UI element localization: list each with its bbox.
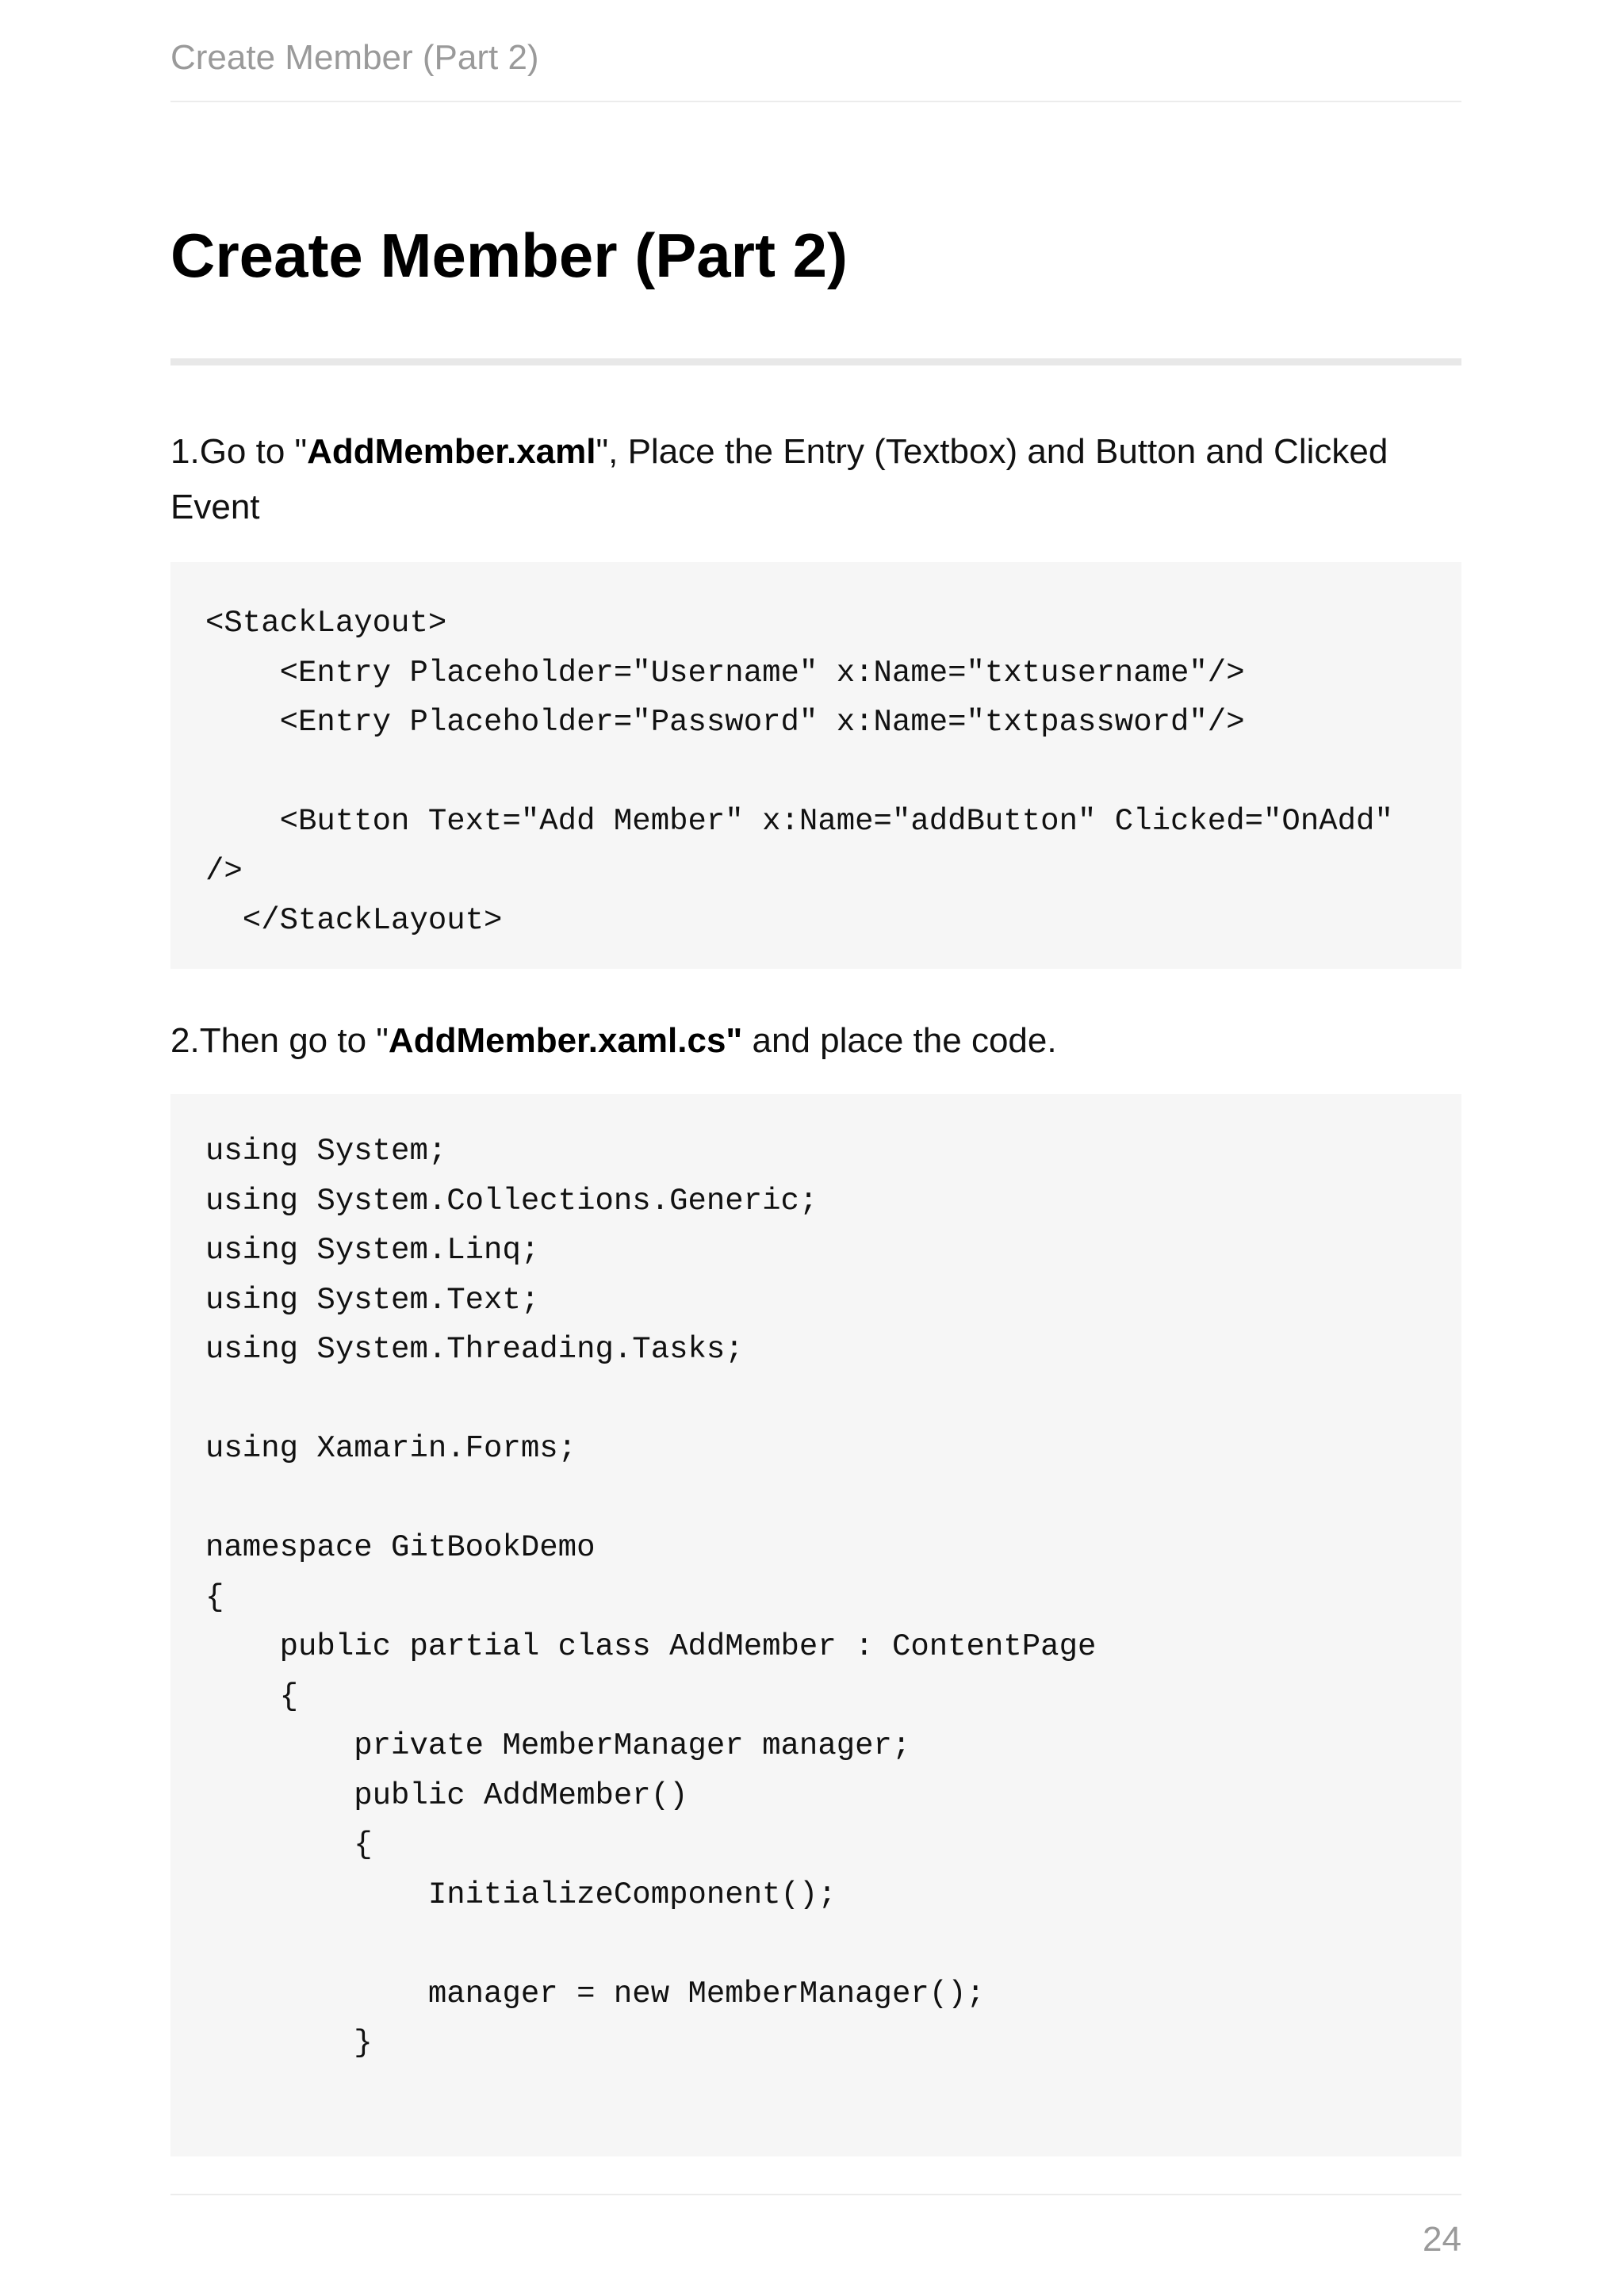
step-2-instruction <box>170 1013 1461 1069</box>
step-2-prefix: 2.Then go to " <box>170 1021 389 1060</box>
step-1-instruction <box>170 424 1461 535</box>
page-number: 24 <box>1423 2220 1461 2259</box>
footer-divider <box>170 2194 1461 2195</box>
step-1-filename: AddMember.xaml <box>307 432 596 471</box>
running-header: Create Member (Part 2) <box>170 38 539 77</box>
step-1-prefix: 1.Go to " <box>170 432 308 471</box>
xaml-code-block <box>170 562 1461 969</box>
page-title: Create Member (Part 2) <box>170 220 848 290</box>
step-2-filename: AddMember.xaml.cs" <box>388 1021 743 1060</box>
step-2-suffix: and place the code. <box>742 1021 1057 1060</box>
csharp-code: using System; using System.Collections.Generic; using System.Linq; using System.Text; using System.Threading.Tasks; using Xamarin.Forms; namespace GitBookDemo { public partial class AddMember : ContentPage { private MemberManager manager; public AddMember() { InitializeComponent(); manager = new MemberManager(); } <box>205 1134 1097 2061</box>
header-divider <box>170 101 1461 102</box>
step-1-suffix: ", Place the Entry (Textbox) and Button and Clicked Event <box>170 432 1388 526</box>
csharp-code-block <box>170 1094 1461 2156</box>
xaml-code: <StackLayout> <Entry Placeholder="Username" x:Name="txtusername"/> <Entry Placeholder="Password" x:Name="txtpassword"/> <Button Text="Add Member" x:Name="addButton" Clicked="OnAdd" /> </StackLayout> <box>205 606 1393 938</box>
title-divider <box>170 358 1461 365</box>
